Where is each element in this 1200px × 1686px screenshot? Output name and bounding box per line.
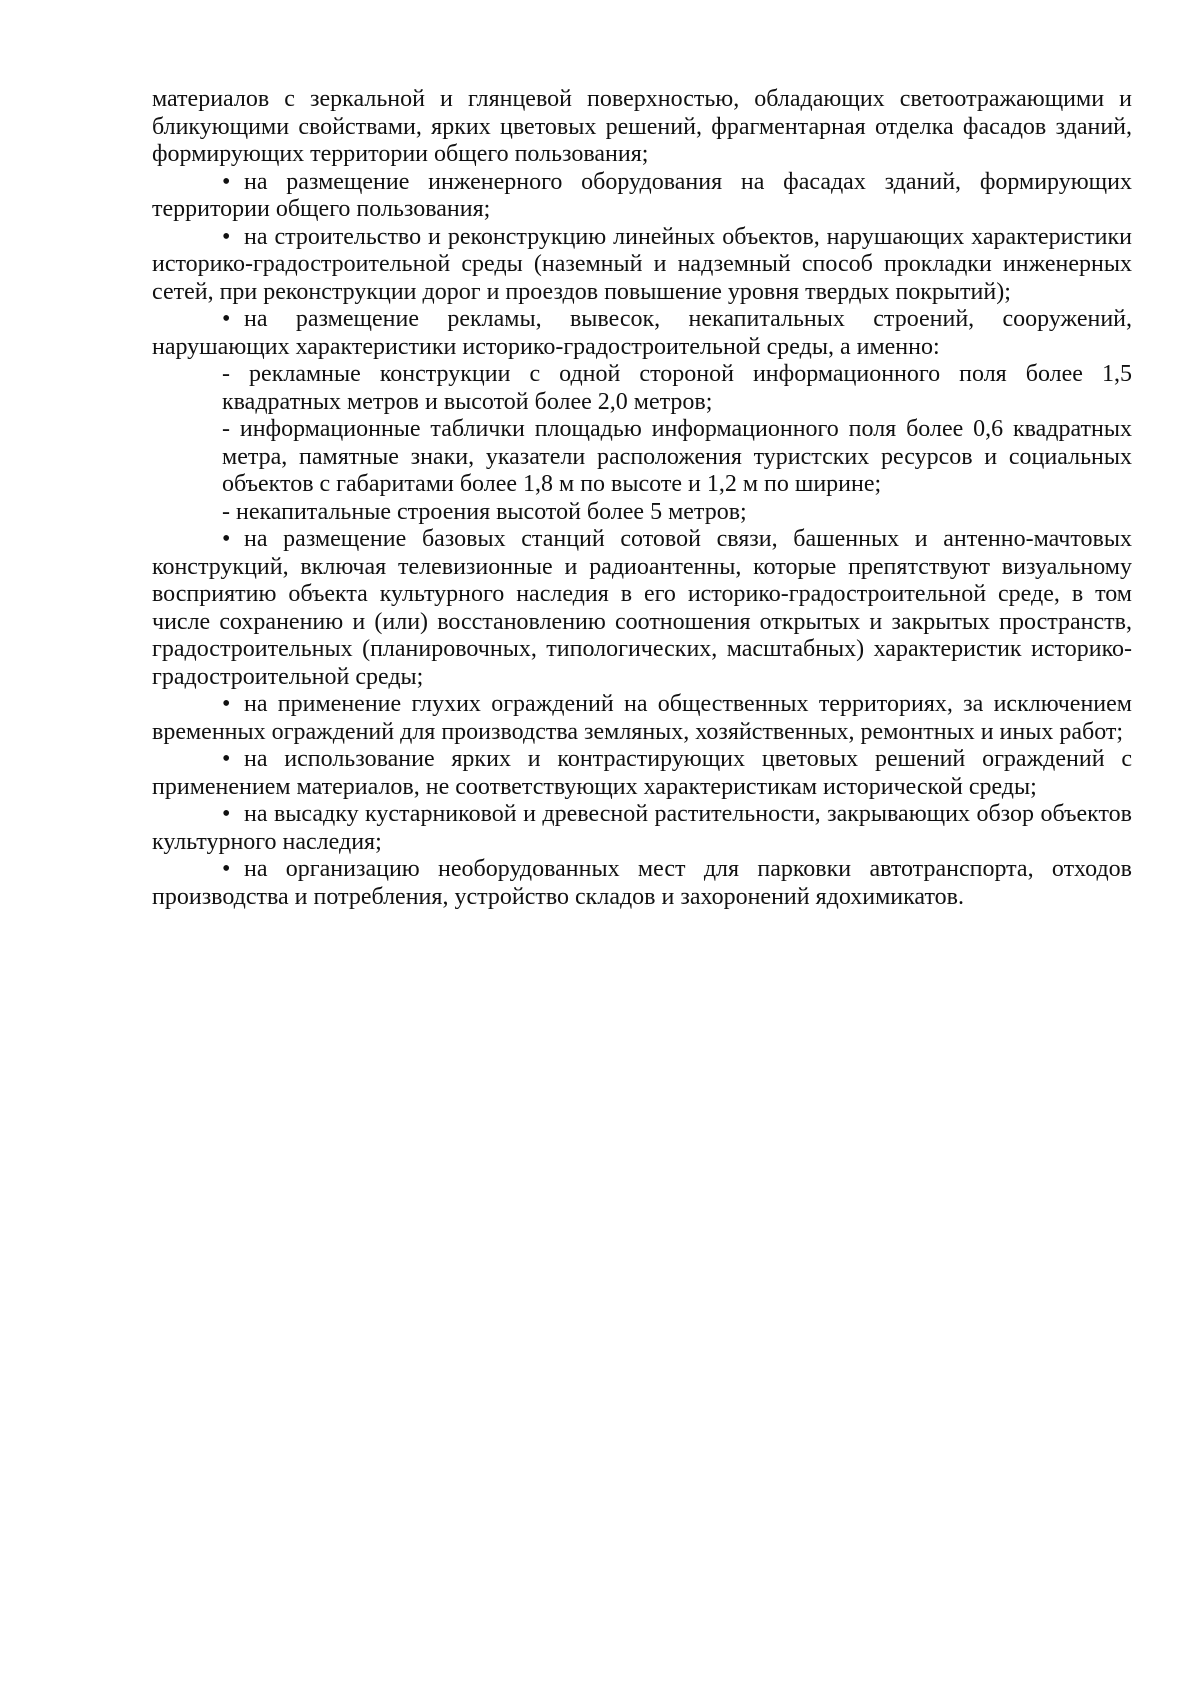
bullet-item xyxy=(152,306,1132,361)
bullet-icon: • xyxy=(222,856,231,882)
paragraph-continuation xyxy=(152,86,1132,169)
document-body xyxy=(152,86,1132,911)
bullet-text: на высадку кустарниковой и древесной растительности, закрывающих обзор объектов культурного наследия; xyxy=(152,801,1132,855)
sub-item xyxy=(222,361,1132,416)
sub-item xyxy=(222,416,1132,499)
bullet-icon: • xyxy=(222,168,231,195)
bullet-text: на организацию необорудованных мест для парковки автотранспорта, отходов производства и потребления, устройство складов и захоронений ядохимикатов. xyxy=(152,856,1132,910)
bullet-item xyxy=(152,801,1132,856)
bullet-item xyxy=(152,526,1132,691)
bullet-icon: • xyxy=(222,306,231,332)
bullet-icon: • xyxy=(222,223,231,250)
bullet-text: на применение глухих ограждений на общественных территориях, за исключением временных ограждений для производства земляных, хозяйственных, ремонтных и иных работ; xyxy=(152,691,1132,745)
sub-item xyxy=(222,499,1132,527)
bullet-text: на строительство и реконструкцию линейных объектов, нарушающих характеристики историко-градостроительной среды (наземный и надземный способ прокладки инженерных сетей, при реконструкции дорог и проездов повышение уровня твердых покрытий); xyxy=(152,223,1132,305)
bullet-item xyxy=(152,856,1132,911)
bullet-text: на размещение базовых станций сотовой связи, башенных и антенно-мачтовых конструкций, включая телевизионные и радиоантенны, которые препятствуют визуальному восприятию объекта культурного наследия в его историко-градостроительной среде, в том числе сохранению и (или) восстановлению соотношения открытых и закрытых пространств, градостроительных (планировочных, типологических, масштабных) характеристик историко-градостроительной среды; xyxy=(152,526,1132,690)
bullet-icon: • xyxy=(222,526,231,552)
bullet-item xyxy=(152,691,1132,746)
bullet-icon: • xyxy=(222,746,231,772)
bullet-item xyxy=(152,746,1132,801)
bullet-icon: • xyxy=(222,691,231,717)
sub-item-text: - информационные таблички площадью информационного поля более 0,6 квадратных метра, памятные знаки, указатели расположения туристских ресурсов и социальных объектов с габаритами более 1,8 м по высоте и 1,2 м по ширине; xyxy=(222,416,1132,497)
sub-item-text: - рекламные конструкции с одной стороной информационного поля более 1,5 квадратных метров и высотой более 2,0 метров; xyxy=(222,361,1132,415)
bullet-item xyxy=(152,224,1132,307)
bullet-text: на использование ярких и контрастирующих цветовых решений ограждений с применением материалов, не соответствующих характеристикам исторической среды; xyxy=(152,746,1132,800)
bullet-text: на размещение рекламы, вывесок, некапитальных строений, сооружений, нарушающих характеристики историко-градостроительной среды, а именно: xyxy=(152,306,1132,360)
bullet-item xyxy=(152,169,1132,224)
paragraph-text: материалов с зеркальной и глянцевой поверхностью, обладающих светоотражающими и бликующими свойствами, ярких цветовых решений, фрагментарная отделка фасадов зданий, формирующих территории общего пользования; xyxy=(152,86,1132,167)
bullet-icon: • xyxy=(222,801,231,827)
bullet-text: на размещение инженерного оборудования на фасадах зданий, формирующих территории общего пользования; xyxy=(152,168,1132,222)
sub-item-text: - некапитальные строения высотой более 5 метров; xyxy=(222,498,747,525)
